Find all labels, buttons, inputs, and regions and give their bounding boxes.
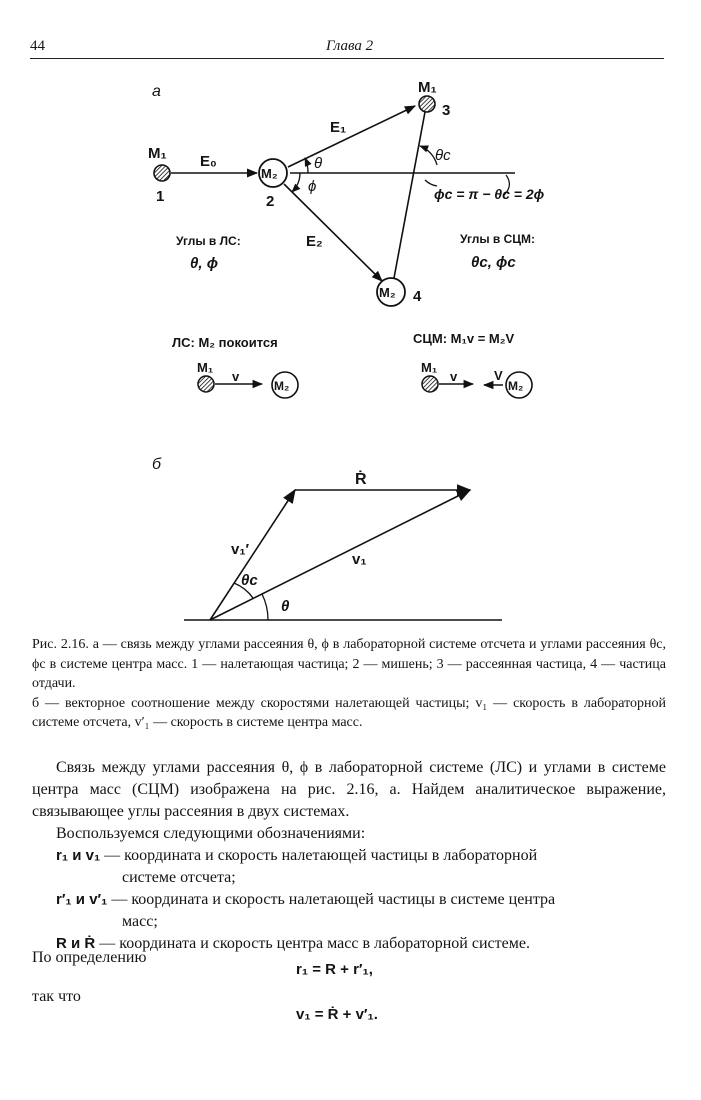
scattered-arrow [288, 106, 415, 167]
cm-frame-label: СЦМ: M₁v = M₂V [413, 331, 515, 346]
cm-bigv-label: V [494, 368, 503, 383]
definition-2-cont: масс; [122, 913, 158, 930]
equation-1 [296, 961, 373, 979]
recoil-arrow [284, 184, 382, 281]
def3-symbols: R и Ṙ [56, 935, 96, 952]
page-number: 44 [30, 38, 45, 54]
caption-part-a: Рис. 2.16. а — связь между углами рассеяния θ, ϕ в лабораторной системе отсчета и углами рассеяния θc, ϕc в системе центра масс. 1 — налетающая частица; 2 — мишень; 3 — рассеянная частица, 4 — частица отдачи. [32, 637, 666, 691]
body-text [32, 757, 666, 955]
theta-label: θ [314, 155, 323, 172]
caption-part-b: б — векторное соотношение между скоростями налетающей частицы; v₁ — скорость в лабораторной системе отсчета, v′₁ — скорость в системе центра масс. [32, 695, 666, 730]
lab-angles-title: Углы в ЛС: [176, 234, 241, 248]
particle-2-label: M₂ [261, 166, 278, 181]
theta-arc-b [262, 594, 268, 620]
eq1-text: r₁ = R + r′₁, [296, 961, 373, 978]
cm-m1-label: M₁ [421, 360, 438, 375]
lab-frame-label: ЛС: M₂ покоится [172, 335, 278, 350]
particle-3-label: M₁ [418, 79, 437, 96]
paragraph-1: Связь между углами рассеяния θ, ϕ в лабораторной системе (ЛС) и углами в системе центра масс (СЦМ) изображена на рис. 2.16, а. Найдем аналитическое выражение, связывающее углы рассеяния в двух системах. [32, 759, 666, 820]
cm-m2-label: M₂ [508, 379, 524, 393]
e0-label: E₀ [200, 153, 217, 170]
panel-a-label: а [152, 83, 161, 100]
phi-label: ϕ [308, 178, 317, 195]
particle-3-circle [419, 96, 435, 112]
lab-m1-label: M₁ [197, 360, 214, 375]
chapter-title: Глава 2 [326, 38, 374, 54]
v1-label: v₁ [352, 551, 367, 568]
r-dot-label: Ṙ [355, 471, 367, 488]
paragraph-2: Воспользуемся следующими обозначениями: [56, 825, 366, 842]
cm-v-label: v [450, 369, 458, 384]
by-definition-text: По определению [32, 949, 147, 966]
cm-angles-title: Углы в СЦМ: [460, 232, 536, 246]
theta-arc [305, 158, 308, 173]
cm-m1-circle [422, 376, 438, 392]
lab-m1-circle [198, 376, 214, 392]
eq2-text: v₁ = Ṙ + v′₁. [296, 1006, 378, 1023]
lab-angles: θ, ϕ [190, 255, 219, 272]
e2-label: E₂ [306, 233, 323, 250]
definition-2 [32, 889, 666, 911]
figure-caption [32, 635, 666, 733]
particle-1-circle [154, 165, 170, 181]
definition-1 [32, 845, 666, 867]
so-that-text: так что [32, 988, 81, 1005]
particle-4-number: 4 [413, 288, 422, 305]
particle-4-label: M₂ [379, 285, 396, 300]
def1-text: — координата и скорость налетающей частицы в лабораторной [100, 847, 538, 864]
def1-symbols: r₁ и v₁ [56, 847, 101, 864]
theta-c-label-b: θc [241, 572, 258, 589]
particle-1-label: M₁ [148, 145, 167, 162]
particle-3-number: 3 [442, 102, 451, 119]
e1-label: E₁ [330, 119, 347, 136]
phi-arc [292, 173, 300, 192]
lab-v-label: v [232, 369, 240, 384]
v1-prime-label: v₁′ [231, 541, 250, 558]
equation-2 [296, 1006, 378, 1024]
def2-symbols: r′₁ и v′₁ [56, 891, 108, 908]
particle-2-number: 2 [266, 193, 275, 210]
cm-angles: θc, ϕc [471, 254, 516, 271]
definition-1-cont: системе отсчета; [122, 869, 236, 886]
theta-label-b: θ [281, 598, 290, 615]
phi-c-relation: ϕc = π − θc = 2ϕ [434, 186, 545, 202]
line-3-4 [394, 112, 425, 278]
def3-text: — координата и скорость центра масс в лабораторной системе. [95, 935, 530, 952]
particle-1-number: 1 [156, 188, 165, 205]
panel-b-label: б [152, 456, 161, 473]
theta-c-label: θc [435, 147, 451, 164]
def2-text: — координата и скорость налетающей частицы в системе центра [107, 891, 556, 908]
lab-m2-label: M₂ [274, 379, 290, 393]
